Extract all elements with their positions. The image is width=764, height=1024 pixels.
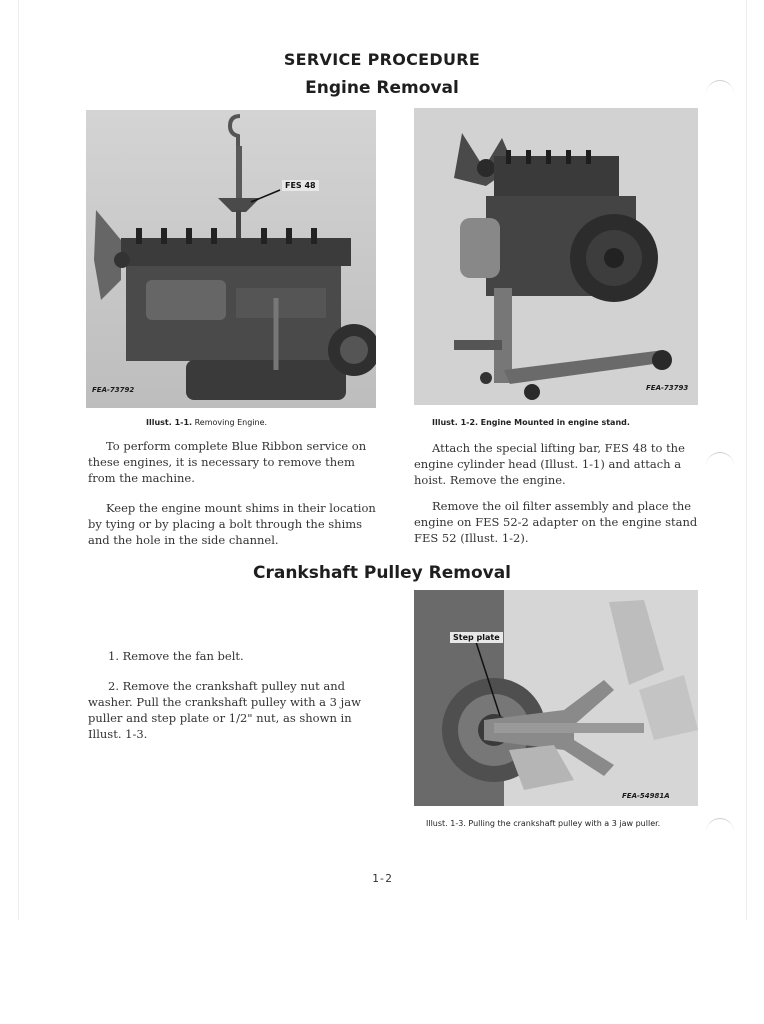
caption-number: Illust. 1-1. — [146, 418, 193, 427]
pulley-puller-illustration — [414, 590, 698, 806]
figure-caption-1 — [146, 418, 267, 427]
section-title-crankshaft-pulley-removal: Crankshaft Pulley Removal — [252, 563, 511, 583]
callout-step-plate: Step plate — [450, 632, 503, 643]
step-remove-crankshaft-pulley: 2. Remove the crankshaft pulley nut and washer. Pull the crankshaft pulley with a 3 jaw puller and step plate or 1/2" nut, as shown in Illust. 1-3. — [88, 679, 361, 741]
figure-crankshaft-puller — [414, 590, 698, 806]
caption-text: Engine Mounted in engine stand. — [480, 418, 630, 427]
section-title-engine-removal: Engine Removal — [305, 78, 459, 98]
caption-number: Illust. 1-2. — [432, 418, 479, 427]
binder-mark — [706, 818, 734, 837]
paragraph-engine-mount-shims: Keep the engine mount shims in their location by tying or by placing a bolt through the shims and the hole in the side channel. — [88, 501, 376, 547]
caption-number: Illust. 1-3. — [426, 819, 466, 828]
figure-engine-stand — [414, 108, 698, 405]
binder-mark — [706, 452, 734, 471]
page-edge-right — [746, 0, 747, 920]
figure-code: FEA-73792 — [92, 386, 135, 394]
figure-caption-2 — [432, 418, 630, 427]
figure-code: FEA-54981A — [622, 792, 670, 800]
paragraph-lifting-bar: Attach the special lifting bar, FES 48 to the engine cylinder head (Illust. 1-1) and attach a hoist. Remove the engine. — [414, 441, 685, 487]
page-edge-left — [18, 0, 19, 920]
page-title: SERVICE PROCEDURE — [283, 50, 481, 69]
caption-text: Pulling the crankshaft pulley with a 3 jaw puller. — [468, 819, 661, 828]
engine-hoist-illustration — [86, 110, 376, 408]
caption-text: Removing Engine. — [194, 418, 268, 427]
figure-removing-engine — [86, 110, 376, 408]
paragraph-oil-filter: Remove the oil filter assembly and place the engine on FES 52-2 adapter on the engine stand FES 52 (Illust. 1-2). — [414, 499, 698, 545]
page-number: 1-2 — [372, 872, 392, 885]
paragraph-blue-ribbon-service: To perform complete Blue Ribbon service on these engines, it is necessary to remove them from the machine. — [88, 439, 367, 485]
figure-code: FEA-73793 — [646, 384, 689, 392]
callout-fes-48: FES 48 — [282, 180, 319, 191]
engine-stand-illustration — [414, 108, 698, 405]
step-remove-fan-belt: 1. Remove the fan belt. — [108, 649, 244, 663]
figure-caption-3 — [426, 818, 696, 829]
